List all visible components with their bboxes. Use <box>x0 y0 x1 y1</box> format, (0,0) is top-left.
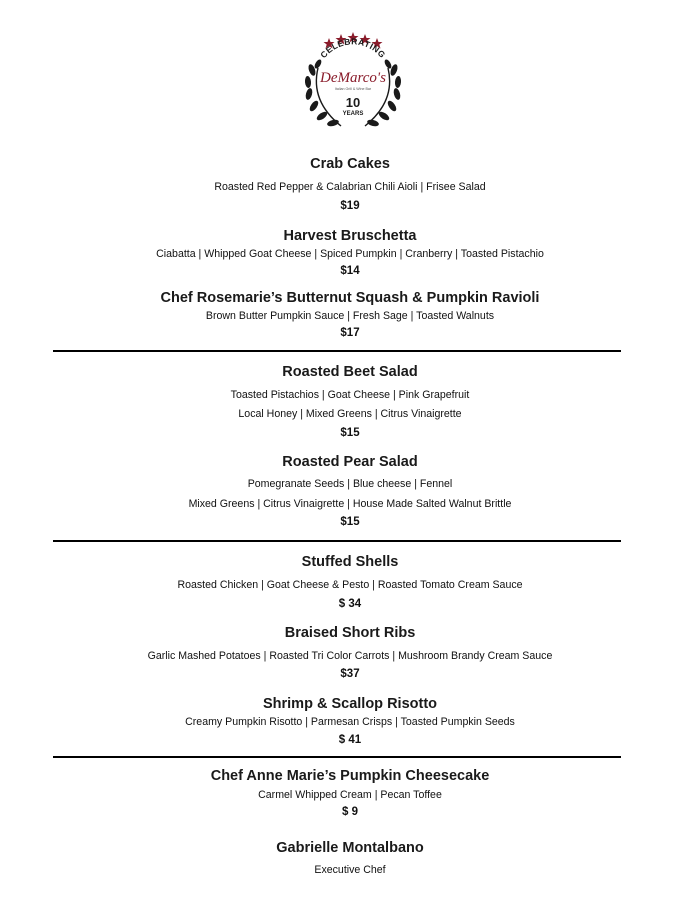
menu-item-price: $14 <box>340 265 360 277</box>
menu-item-price: $15 <box>340 516 360 528</box>
menu-item-description: Brown Butter Pumpkin Sauce | Fresh Sage | Toasted Walnuts <box>205 310 495 322</box>
menu-item-description: Pomegranate Seeds | Blue cheese | Fennel <box>247 478 453 490</box>
laurel-wreath-icon <box>304 58 401 127</box>
menu-item-description: Roasted Chicken | Goat Cheese & Pesto | Roasted Tomato Cream Sauce <box>177 579 523 591</box>
menu-item-price: $37 <box>340 668 360 680</box>
menu-item-description: Mixed Greens | Citrus Vinaigrette | House Made Salted Walnut Brittle <box>188 498 512 510</box>
section-divider <box>53 350 621 352</box>
menu-item-description: Toasted Pistachios | Goat Cheese | Pink Grapefruit <box>230 389 470 401</box>
menu-item-name: Chef Anne Marie’s Pumpkin Cheesecake <box>210 768 490 784</box>
menu-item-description: Garlic Mashed Potatoes | Roasted Tri Color Carrots | Mushroom Brandy Cream Sauce <box>147 650 553 662</box>
menu-item-name: Chef Rosemarie’s Butternut Squash & Pumpkin Ravioli <box>160 290 540 306</box>
logo-years-number: 10 <box>345 95 361 110</box>
menu-item-price: $19 <box>340 200 360 212</box>
menu-item-price: $ 41 <box>338 734 362 746</box>
menu-item-name: Shrimp & Scallop Risotto <box>262 696 437 712</box>
menu-item-description: Roasted Red Pepper & Calabrian Chili Aioli | Frisee Salad <box>214 181 486 193</box>
logo-top-text: CELEBRATING <box>318 36 388 60</box>
menu-item-description: Creamy Pumpkin Risotto | Parmesan Crisps | Toasted Pumpkin Seeds <box>185 716 515 728</box>
section-divider <box>53 540 621 542</box>
menu-item-price: $15 <box>340 427 360 439</box>
menu-item-price: $ 34 <box>338 598 362 610</box>
menu-item-name: Crab Cakes <box>310 156 390 172</box>
chef-name: Gabrielle Montalbano <box>276 840 424 856</box>
menu-item-description: Ciabatta | Whipped Goat Cheese | Spiced Pumpkin | Cranberry | Toasted Pistachio <box>156 248 544 260</box>
logo-brand: DeMarco's <box>320 70 386 86</box>
menu-item-name: Roasted Pear Salad <box>282 454 418 470</box>
logo-years-word: YEARS <box>342 111 364 117</box>
section-divider <box>53 756 621 758</box>
menu-item-name: Braised Short Ribs <box>284 625 416 641</box>
menu-item-name: Harvest Bruschetta <box>283 228 417 244</box>
menu-item-name: Roasted Beet Salad <box>282 364 418 380</box>
logo-tagline: Italian Grill & Wine Bar <box>334 87 372 91</box>
menu-item-price: $17 <box>340 327 360 339</box>
chef-title: Executive Chef <box>314 864 386 876</box>
menu-item-price: $ 9 <box>342 806 358 818</box>
restaurant-logo <box>296 26 410 136</box>
menu-item-name: Stuffed Shells <box>301 554 399 570</box>
menu-item-description: Local Honey | Mixed Greens | Citrus Vinaigrette <box>238 408 462 420</box>
menu-item-description: Carmel Whipped Cream | Pecan Toffee <box>258 789 442 801</box>
